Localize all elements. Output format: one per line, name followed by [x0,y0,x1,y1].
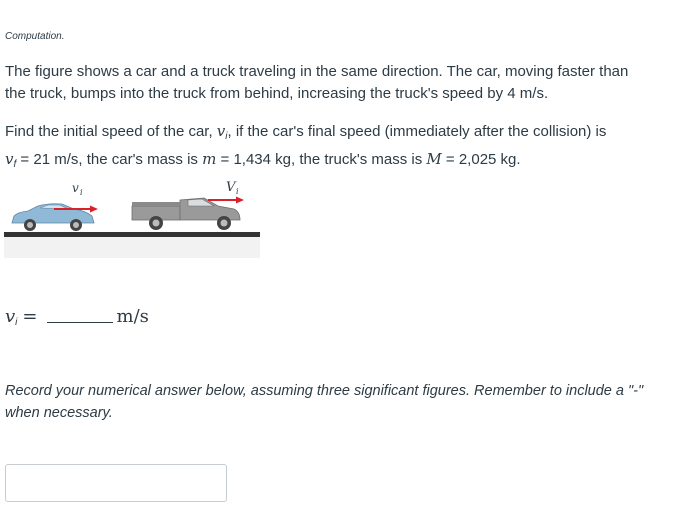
car-velocity-label: v [72,181,79,195]
question-line-2 [5,148,665,176]
problem-question [5,120,665,176]
var-m: m [202,150,217,168]
question-line-1 [5,120,665,148]
truck-velocity-arrow [208,197,244,204]
computation-label: Computation. [5,31,65,42]
m-value: = 1,434 kg, the truck's mass is [216,151,427,168]
answer-blank [47,308,113,323]
problem-statement [5,61,665,105]
instructions-line-1: Record your numerical answer below, assuming three significant figures. Remember to include a "-" [5,383,644,399]
ground-shadow [4,237,260,258]
ground [4,232,260,237]
question-text-a: Find the initial speed of the car, [5,123,217,140]
question-text-b: , if the car's final speed (immediately after the collision) is [227,123,607,140]
answer-equals: = [22,306,38,327]
var-vf: v [5,150,14,168]
car-icon [12,204,94,231]
truck-icon [132,198,240,230]
var-vi: v [216,122,226,140]
answer-var-sub: i [15,317,18,328]
vf-value: = 21 m/s, the car's mass is [16,151,203,168]
numeric-answer-input[interactable] [5,464,227,502]
truck-velocity-sub: i [236,187,239,196]
car-truck-figure [4,176,260,258]
problem-line-2: the truck, bumps into the truck from behind, increasing the truck's speed by 4 m/s. [5,85,549,102]
var-M: M [426,150,442,168]
var-vf-sub: f [13,159,17,170]
car-velocity-sub: i [80,188,83,197]
answer-unit: m/s [116,306,149,327]
answer-expression [5,306,149,328]
instructions-line-2: when necessary. [5,405,113,421]
instructions [5,380,665,424]
var-vi-sub: i [225,131,228,142]
problem-line-1: The figure shows a car and a truck traveling in the same direction. The car, moving faster than [5,63,629,80]
truck-velocity-label: V [226,180,236,195]
answer-var: v [5,306,16,327]
M-value: = 2,025 kg. [441,151,521,168]
